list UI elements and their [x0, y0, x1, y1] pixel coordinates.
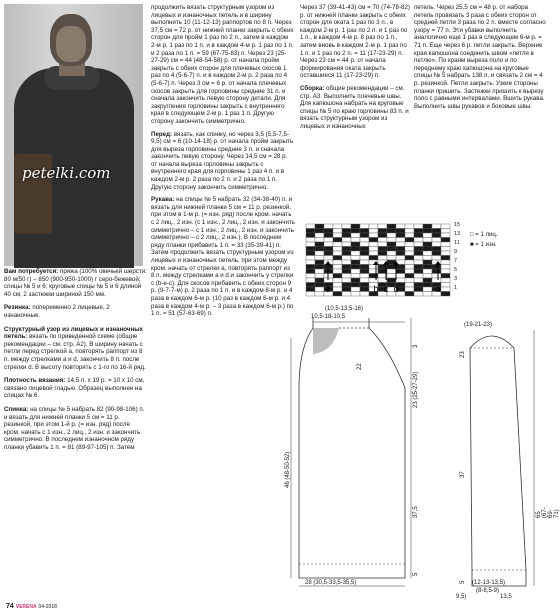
chart-row-label: 9 — [454, 249, 458, 255]
chart-cell — [387, 229, 396, 234]
chart-cell — [378, 224, 387, 229]
chart-cell — [396, 242, 405, 247]
chart-cell — [324, 238, 333, 243]
chart-cell — [369, 242, 378, 247]
chart-cell — [378, 233, 387, 238]
chart-row-label: 5 — [454, 267, 458, 273]
column-1 — [4, 268, 147, 451]
chart-cell — [414, 242, 423, 247]
chart-cell — [396, 238, 405, 243]
chart-cell — [387, 251, 396, 256]
issue-number: 04-2018 — [38, 604, 57, 610]
chart-cell — [360, 242, 369, 247]
rib-text: попеременно 2 лицевые, 2 изнаночные. — [4, 304, 110, 319]
chart-cell — [342, 238, 351, 243]
chart-cell — [342, 256, 351, 261]
density-title: Плотность вязания: — [4, 377, 66, 385]
chart-cell — [432, 238, 441, 243]
chart-cell — [441, 238, 450, 243]
sleeve-outline — [470, 336, 526, 586]
chart-cell — [351, 238, 360, 243]
chart-cell — [324, 242, 333, 247]
chart-cell — [306, 242, 315, 247]
chart-cell — [369, 256, 378, 261]
chart-cell — [315, 247, 324, 252]
chart-cell — [441, 233, 450, 238]
sleeve-text: на спицы № 5 набрать 32 (34-38-40) п. и вязать для нижней планки 5 см = 11 р. резинкой, при этом в 1-м р. (= изн. ряд) после кром. начать с 2 лиц., 2 изн. (с 1 изн., 2 лиц., 2 изн. и закончить симметрично – с 1 изн., 2 лиц., 2 изн. и закончить симметрично – с 2 лиц., 2 изн.). В последнем ряду планки прибавить 1 п. = 33 (35-39-41) п. Затем продолжить вязать структурным узором из лицевых и изнаночных петель, при этом между кром. начать от стрелки а, повторять раппорт из 8 п. между стрелками а и d и закончить у стрелки с (b-e-c). Для скосов прибавить с обеих сторон 9 р. (9-7-7-м) р. 2 раза по 1 п. и в каждом 8-м р. и 4 раза в каждом 6-м р. (10 раз в каждом 6-м р. и 4 раза в каждом 4-м р. – 3 раза в каждом 6-м р.) по 1 п. = 51 (57-63-69) п. — [151, 196, 296, 318]
legend-symbol: ■ — [470, 242, 476, 248]
chart-cell — [360, 238, 369, 243]
chart-arrow-head — [435, 261, 441, 265]
chart-legend — [470, 232, 497, 252]
sleeve-bottom-b: 13,5 — [500, 594, 512, 600]
chart-cell — [360, 251, 369, 256]
sleeve-schematic — [452, 318, 560, 603]
sleeve-bottom-width-2: (8-8,5-9) — [476, 588, 500, 594]
chart-cell — [414, 229, 423, 234]
sleeve-top-width: (19-21-23) — [464, 322, 493, 328]
page-number: 74 — [6, 603, 14, 610]
chart-row-label: 1 — [454, 285, 458, 291]
chart-cell — [396, 256, 405, 261]
chart-cell — [414, 233, 423, 238]
chart-cell — [342, 224, 351, 229]
chart-cell — [342, 233, 351, 238]
chart-cell — [369, 247, 378, 252]
pattern-title: Структурный узор из лицевых и изнаночных петель: — [4, 325, 143, 341]
chart-cell — [396, 233, 405, 238]
back-title: Спинка: — [4, 405, 29, 413]
chart-cell — [351, 229, 360, 234]
chart-cell — [315, 242, 324, 247]
chart-cell — [315, 233, 324, 238]
chart-cell — [315, 229, 324, 234]
back-width: 28 (30,5-33,5-35,5) — [305, 580, 357, 586]
chart-cell — [351, 256, 360, 261]
chart-cell — [378, 238, 387, 243]
chart-cell — [342, 242, 351, 247]
chart-arrow-head — [373, 261, 379, 265]
chart-cell — [432, 247, 441, 252]
legend-item — [470, 242, 497, 248]
sleeve-bottom-a: 9,5) — [456, 594, 467, 600]
back-text: на спицы № 5 набрать 82 (90-98-106) п. и вязать для нижней планки 5 см = 11 р. резинкой, при этом 1-й р. (= изн. ряд) после кром. начать с 1 изн., 2 лиц., 2 изн. и закончить симметрично. В последнем изнаночном ряду планки убавить 1 п. = 81 (89-97-105) п. Затем — [4, 405, 145, 451]
chart-cell — [432, 229, 441, 234]
sleeve-cap-text: Через 37 (39-41-43) см = 70 (74-78-82) р. от нижней планки закрыть с обеих сторон для оката 1 раз по 3 п., в каждом 2-м р. 1 раз по 2 п. и 1 раз по 1 п., в каждом 4-м р. 8 раз по 1 п., затем вновь в каждом 2-м р. 1 раз по 1 п. и 1 раз по 2 п. = 11 (17-23-29) п. Через 23 см = 44 р. от начала формирования оката закрыть оставшиеся 11 (17-23-29) п. — [300, 4, 410, 80]
chart-cell — [351, 224, 360, 229]
legend-symbol: □ — [470, 232, 476, 238]
chart-arrow-head — [325, 261, 331, 265]
assembly-text: общие рекомендации – см. стр. А3. Выполнить плечевые швы. Для капюшона набрать на круговые спицы № 5 по краю горловины 83 п. и вязать структурным узором из лицевых и изнаночных — [300, 84, 409, 130]
chart-cell — [432, 233, 441, 238]
chart-cell — [423, 229, 432, 234]
chart-cell — [315, 251, 324, 256]
chart-cell — [414, 238, 423, 243]
chart-arrow-head — [393, 261, 399, 265]
chart-cell — [306, 229, 315, 234]
sleeve-h3: 5 — [460, 580, 466, 584]
chart-cell — [369, 251, 378, 256]
chart-cell — [441, 251, 450, 256]
chart-cell — [360, 256, 369, 261]
chart-cell — [351, 247, 360, 252]
chart-arrows — [304, 262, 454, 298]
chart-cell — [414, 251, 423, 256]
chart-cell — [333, 233, 342, 238]
chart-cell — [360, 233, 369, 238]
chart-cell — [396, 229, 405, 234]
chart-cell — [369, 229, 378, 234]
materials-text: пряжа (100% овечьей шерсти; 80 м/50 г) – 850 (900-950-1000) г серо-бежевой; спицы № 5 и 6; круговые спицы № 5 и 6 длиной 40 см; 2 застежки шириной 150 мм. — [4, 268, 147, 298]
sleeve-title: Рукава: — [151, 196, 175, 204]
chart-cell — [360, 224, 369, 229]
chart-row-label: 11 — [454, 240, 460, 246]
chart-row-label: 13 — [454, 231, 461, 237]
back-width-22: 22 — [357, 363, 363, 370]
back-total-height: 46 (48-50-52) — [285, 451, 291, 488]
chart-cell — [369, 224, 378, 229]
sleeve-h2: 37 — [460, 471, 466, 478]
chart-cell — [405, 242, 414, 247]
chart-cell — [306, 247, 315, 252]
chart-cell — [333, 224, 342, 229]
legend-text: = 1 лиц. — [475, 232, 498, 238]
chart-cell — [324, 251, 333, 256]
chart-cell — [315, 238, 324, 243]
chart-cell — [405, 251, 414, 256]
chart-cell — [423, 233, 432, 238]
back-h3: 37,5 — [413, 506, 419, 518]
legend-item — [470, 232, 497, 238]
chart-cell — [396, 224, 405, 229]
chart-cell — [324, 229, 333, 234]
chart-cell — [387, 224, 396, 229]
chart-cell — [315, 256, 324, 261]
chart-cell — [342, 247, 351, 252]
watermark-logo: petelki.com — [22, 164, 111, 182]
column-2 — [151, 4, 295, 318]
back-continued-text: продолжить вязать структурным узором из лицевых и изнаночных петель и в ширину выполнить 10 (11-12-13) раппортов по 8 п. Через 37,5 см = 72 р. от нижней планки закрыть с обеих сторон для пройм 1 раз по 2 п., затем в каждом 2-м р. 1 раз по 1 п. и в каждом 4-м р. 1 раз по 1 п. и 2 раза по 1 п. = 59 (67-75-83) п. Через 23 (25-27-29) см = 44 (48-54-58) р. от начала пройм закрыть с обеих сторон для плечевых скосов 1 раз по 4 (5-6-7) п. и в каждом 2-м р. 2 раза по 4 (5-6-7) п. Через 3 см = 6 р. от начала плечевых скосов закрыть для горловины средние 31 п. и сначала закончить левую сторону детали. Для закругления горловины закрыть с внутреннего края в следующем 2-м р. 1 раз 1 п. Другую сторону закончить симметрично. — [151, 4, 294, 125]
chart-cell — [441, 242, 450, 247]
chart-arrow-label: c — [383, 284, 389, 294]
chart-cell — [441, 229, 450, 234]
chart-cell — [333, 238, 342, 243]
magazine-name: VERENA — [15, 604, 37, 610]
chart-cell — [333, 229, 342, 234]
hood-assembly-text: петель. Через 25,5 см = 48 р. от набора петель провязать 3 раза с обеих сторон от средней петли 3 раза по 2 п. вместе согласно узору = 77 п. Эти убавки выполнить аналогично еще 1 раз в следующем 6-м р. = 71 п. Еще через 6 р. петли закрыть. Верхние края капюшона соединить швом «петля в петлю». По краям выреза поло и по переднему краю капюшона на круговые спицы № 5 набрать 138 п. и связать 2 см = 4 р. резинкой. Петли закрыть. Узкие стороны планки пришить. Застежки пришить к вырезу поло с равными интервалами. Вшить рукава. Выполнить швы рукавов и боковые швы. — [414, 4, 546, 110]
sleeve-h1: 23 — [460, 351, 466, 358]
chart-cell — [324, 256, 333, 261]
chart-cell — [423, 224, 432, 229]
chart-cell — [387, 242, 396, 247]
chart-arrow-label: d — [393, 284, 399, 294]
back-top-width-alt: (10,5-13,5-16) — [325, 306, 364, 312]
back-h2: 23 (25-27-29) — [413, 371, 419, 408]
rib-title: Резинка: — [4, 304, 31, 312]
back-h4: 5 — [413, 572, 419, 576]
chart-cell — [378, 251, 387, 256]
chart-cell — [414, 256, 423, 261]
chart-arrow-head — [383, 261, 389, 265]
chart-cell — [342, 229, 351, 234]
chart-cell — [432, 256, 441, 261]
chart-cell — [333, 247, 342, 252]
chart-cell — [315, 224, 324, 229]
sleeve-total-height: 65 (67-69-71) — [536, 507, 560, 518]
chart-cell — [306, 251, 315, 256]
front-text: вязать, как спинку, но через 3,5 (5,5-7,5-9,5) см = 6 (10-14-18) р. от начала пройм закрыть для выреза горловины средние 3 п. и сначала закончить левую сторону. Через 14,5 см = 28 р. от начала выреза горловины закрыть с внутреннего края для горловины 1 раз 4 п. и в каждом 2-м р. 2 раза по 2 п. и 2 раза по 1 п. Другую сторону закончить симметрично. — [151, 130, 294, 191]
legend-text: = 1 изн. — [475, 242, 497, 248]
back-front-schematic — [285, 308, 450, 598]
chart-cell — [351, 242, 360, 247]
chart-cell — [414, 247, 423, 252]
back-h1: 3 — [413, 344, 419, 348]
chart-cell — [378, 247, 387, 252]
model-photo — [4, 4, 143, 266]
chart-cell — [306, 224, 315, 229]
chart-arrow-label: b — [373, 284, 379, 294]
chart-cell — [351, 251, 360, 256]
chart-cell — [306, 238, 315, 243]
chart-cell — [414, 224, 423, 229]
back-top-width: 10,5-18-10,5 — [311, 314, 346, 320]
chart-cell — [432, 251, 441, 256]
chart-cell — [396, 251, 405, 256]
chart-cell — [405, 238, 414, 243]
chart-cell — [432, 224, 441, 229]
chart-cell — [306, 233, 315, 238]
chart-cell — [432, 242, 441, 247]
density-text: 14,5 п. х 19 р. = 10 х 10 см, связано лицевой гладью. Образец выполнен на спицах № 6. — [4, 377, 145, 400]
chart-arrow-label: e — [325, 284, 331, 294]
chart-cell — [387, 238, 396, 243]
chart-cell — [369, 238, 378, 243]
chart-cell — [387, 256, 396, 261]
chart-row-label: 15 — [454, 222, 461, 228]
chart-row-label: 7 — [454, 258, 458, 264]
front-title: Перед: — [151, 130, 173, 138]
column-3 — [300, 4, 410, 131]
chart-cell — [324, 233, 333, 238]
chart-cell — [423, 238, 432, 243]
chart-cell — [360, 247, 369, 252]
body-outline — [299, 318, 405, 578]
chart-cell — [405, 247, 414, 252]
chart-cell — [423, 247, 432, 252]
chart-cell — [396, 247, 405, 252]
materials-title: Вам потребуется: — [4, 268, 59, 275]
chart-row-label: 3 — [454, 276, 458, 282]
chart-cell — [351, 233, 360, 238]
column-4 — [414, 4, 546, 110]
chart-cell — [441, 256, 450, 261]
chart-cell — [423, 251, 432, 256]
chart-cell — [441, 247, 450, 252]
chart-cell — [369, 233, 378, 238]
chart-cell — [306, 256, 315, 261]
chart-cell — [360, 229, 369, 234]
chart-cell — [324, 247, 333, 252]
chart-cell — [333, 242, 342, 247]
chart-cell — [378, 242, 387, 247]
chart-cell — [387, 233, 396, 238]
chart-cell — [405, 224, 414, 229]
chart-cell — [378, 256, 387, 261]
chart-cell — [423, 242, 432, 247]
chart-cell — [405, 229, 414, 234]
chart-cell — [423, 256, 432, 261]
chart-cell — [378, 229, 387, 234]
chart-cell — [333, 256, 342, 261]
chart-arrow-label: a — [435, 284, 441, 294]
hood-neck-shading — [313, 328, 339, 354]
page-footer — [6, 603, 57, 610]
pattern-text: вязать по приведенной схеме (общие рекомендации – см. стр. А2). В ширину начать с петли перед стрелкой а, повторять раппорт из 8 п. между стрелками а и d, закончить 8 п. после стрелки d. В высоту повторять с 1-го по 16-й ряд. — [4, 333, 146, 371]
chart-cell — [405, 233, 414, 238]
chart-cell — [441, 224, 450, 229]
chart-cell — [405, 256, 414, 261]
chart-cell — [324, 224, 333, 229]
sleeve-bottom-width: (12-13-13,5) — [472, 580, 506, 586]
chart-cell — [333, 251, 342, 256]
chart-cell — [387, 247, 396, 252]
assembly-title: Сборка: — [300, 84, 325, 92]
chart-cell — [342, 251, 351, 256]
